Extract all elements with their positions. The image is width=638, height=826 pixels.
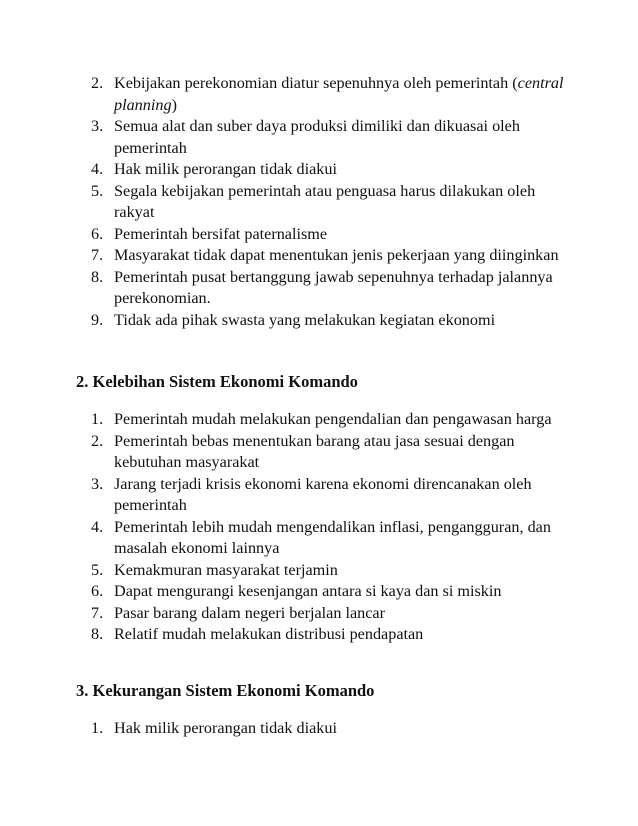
item-number: 8. bbox=[91, 625, 104, 643]
item-text-main: Kebijakan perekonomian diatur sepenuhnya oleh pemerintah ( bbox=[114, 74, 518, 92]
item-number: 2. bbox=[91, 431, 104, 450]
item-text: Pemerintah mudah melakukan pengendalian dan pengawasan harga bbox=[114, 410, 552, 428]
item-text: Dapat mengurangi kesenjangan antara si kaya dan si miskin bbox=[114, 582, 502, 600]
item-text: Kemakmuran masyarakat terjamin bbox=[114, 560, 338, 579]
item-number: 7. bbox=[91, 246, 104, 264]
section-heading-kekurangan: 3. Kekurangan Sistem Ekonomi Komando bbox=[76, 681, 375, 700]
item-text: Tidak ada pihak swasta yang melakukan kegiatan ekonomi bbox=[114, 310, 496, 329]
item-text: Semua alat dan suber daya produksi dimiliki dan dikuasai oleh pemerintah bbox=[114, 117, 520, 157]
list-item bbox=[0, 517, 574, 560]
item-text: Segala kebijakan pemerintah atau penguasa harus dilakukan oleh rakyat bbox=[114, 181, 536, 221]
item-text: Masyarakat tidak dapat menentukan jenis pekerjaan yang diinginkan bbox=[114, 246, 559, 264]
list-item bbox=[0, 159, 574, 181]
list-item bbox=[0, 431, 574, 474]
item-text: Pemerintah bersifat paternalisme bbox=[114, 224, 328, 243]
item-text: Pemerintah bebas menentukan barang atau jasa sesuai dengan kebutuhan masyarakat bbox=[114, 431, 515, 471]
list-item bbox=[0, 603, 574, 625]
item-text: Pasar barang dalam negeri berjalan lancar bbox=[114, 603, 385, 622]
list-item bbox=[0, 718, 574, 740]
item-text bbox=[114, 73, 574, 116]
item-text: Hak milik perorangan tidak diakui bbox=[114, 719, 337, 737]
list-item bbox=[0, 624, 574, 646]
item-text: Jarang terjadi krisis ekonomi karena ekonomi direncanakan oleh pemerintah bbox=[114, 474, 532, 514]
item-number: 4. bbox=[91, 160, 104, 178]
item-number: 8. bbox=[91, 267, 104, 286]
list-item bbox=[0, 560, 574, 582]
characteristics-list bbox=[0, 73, 638, 331]
list-item bbox=[0, 581, 574, 603]
list-item bbox=[0, 224, 574, 246]
list-item bbox=[0, 245, 574, 267]
list-item bbox=[0, 181, 574, 224]
item-number: 6. bbox=[91, 224, 104, 243]
item-number: 5. bbox=[91, 181, 104, 200]
item-text: Hak milik perorangan tidak diakui bbox=[114, 160, 337, 178]
item-text: Pemerintah lebih mudah mengendalikan inflasi, pengangguran, dan masalah ekonomi lainnya bbox=[114, 517, 551, 557]
item-number: 5. bbox=[91, 560, 104, 579]
item-number: 3. bbox=[91, 474, 104, 493]
section-heading-kelebihan: 2. Kelebihan Sistem Ekonomi Komando bbox=[76, 372, 358, 391]
item-number: 2. bbox=[91, 74, 104, 92]
item-text-after: ) bbox=[171, 95, 177, 114]
list-item bbox=[0, 409, 574, 431]
list-item bbox=[0, 73, 574, 116]
list-item bbox=[0, 474, 574, 517]
item-text: Relatif mudah melakukan distribusi pendapatan bbox=[114, 625, 424, 643]
disadvantages-list bbox=[0, 718, 638, 740]
item-number: 9. bbox=[91, 310, 104, 329]
item-number: 7. bbox=[91, 603, 104, 622]
item-number: 1. bbox=[91, 719, 104, 737]
item-number: 1. bbox=[91, 410, 104, 428]
item-text: Pemerintah pusat bertanggung jawab sepenuhnya terhadap jalannya perekonomian. bbox=[114, 267, 553, 307]
list-item bbox=[0, 116, 574, 159]
list-item bbox=[0, 310, 574, 332]
item-number: 3. bbox=[91, 117, 104, 135]
list-item bbox=[0, 267, 574, 310]
item-number: 6. bbox=[91, 582, 104, 600]
advantages-list bbox=[0, 409, 638, 646]
item-number: 4. bbox=[91, 517, 104, 536]
item-text-italic: central planning bbox=[114, 74, 564, 114]
